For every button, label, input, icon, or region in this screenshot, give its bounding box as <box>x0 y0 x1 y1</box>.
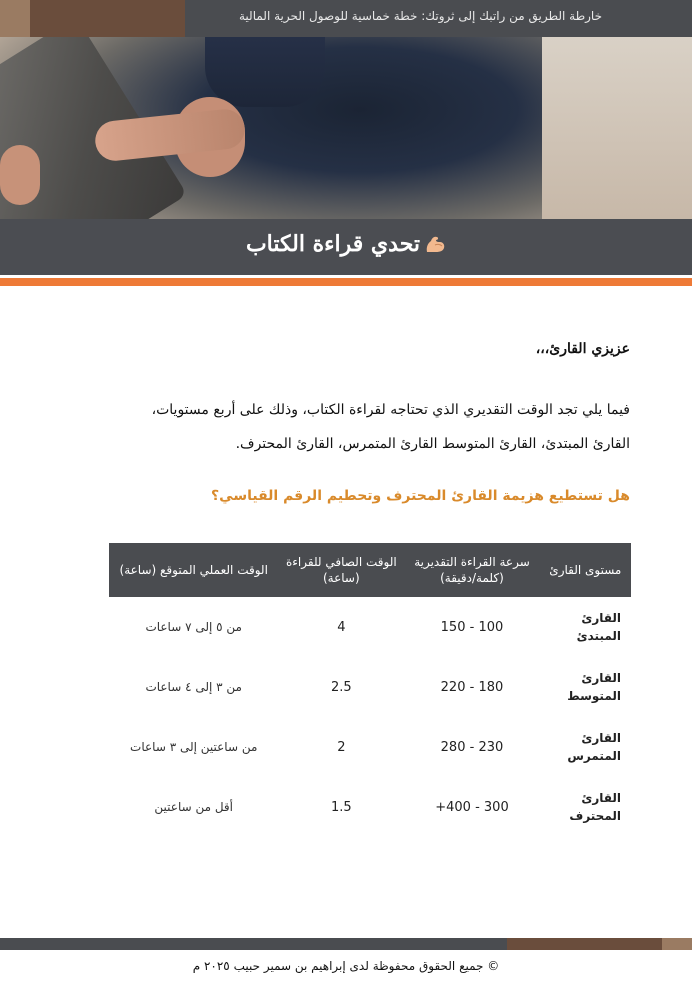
header-accent-brown <box>30 0 185 37</box>
intro-paragraph <box>70 393 630 461</box>
table-row <box>109 657 631 717</box>
hero-photo <box>0 37 692 219</box>
footer-accent-light <box>662 938 692 950</box>
top-header-strip <box>0 0 692 37</box>
hand-left <box>0 145 40 205</box>
hero-sleeve <box>205 37 325 107</box>
table-row <box>109 597 631 657</box>
copyright-notice: © جميع الحقوق محفوظة لدى إبراهيم بن سمير حبيب ٢٠٢٥ م <box>192 959 500 973</box>
net-time-cell: 2 <box>337 739 346 755</box>
level-cell <box>540 657 631 717</box>
table-header-row <box>109 543 631 597</box>
net-time-cell: 4 <box>337 619 346 635</box>
speed-cell: 300 - 400+ <box>435 799 509 815</box>
level-label: المتوسط <box>567 689 621 703</box>
reading-levels-table <box>109 543 631 837</box>
actual-time-cell: من ٥ إلى ٧ ساعات <box>145 620 242 634</box>
actual-time-cell: أقل من ساعتين <box>154 800 234 814</box>
level-label: القارئ <box>581 791 621 805</box>
header-net-time: الوقت الصافي للقراءة (ساعة) <box>278 543 404 597</box>
section-title-text: تحدي قراءة الكتاب <box>245 231 421 257</box>
footer-strip <box>0 938 692 950</box>
speed-cell: 230 - 280 <box>440 739 504 755</box>
orange-divider <box>0 278 692 286</box>
greeting: عزيزي القارئ،،، <box>535 341 630 357</box>
challenge-question: هل تستطيع هزيمة القارئ المحترف وتحطيم الرقم القياسي؟ <box>211 488 630 504</box>
net-time-cell: 2.5 <box>331 679 352 695</box>
hero-background-wall <box>542 37 692 219</box>
table-row <box>109 777 631 837</box>
level-label: القارئ <box>581 671 621 685</box>
intro-line-2: القارئ المبتدئ، القارئ المتوسط القارئ المتمرس، القارئ المحترف. <box>235 436 630 452</box>
level-label: المحترف <box>569 809 621 823</box>
table-row <box>109 717 631 777</box>
running-title: خارطة الطريق من راتبك إلى ثروتك: خطة خماسية للوصول الحرية المالية <box>239 9 602 23</box>
level-cell <box>540 597 631 657</box>
header-level: مستوى القارئ <box>540 543 631 597</box>
section-title <box>0 231 692 257</box>
level-cell <box>540 717 631 777</box>
actual-time-cell: من ساعتين إلى ٣ ساعات <box>130 740 258 754</box>
section-title-bar <box>0 219 692 275</box>
net-time-cell: 1.5 <box>331 799 352 815</box>
header-accent-light <box>0 0 30 37</box>
header-actual-time: الوقت العملي المتوقع (ساعة) <box>109 543 278 597</box>
flexed-biceps-icon <box>424 234 446 254</box>
level-cell <box>540 777 631 837</box>
level-label: المتمرس <box>567 749 621 763</box>
speed-cell: 180 - 220 <box>440 679 504 695</box>
speed-cell: 100 - 150 <box>440 619 504 635</box>
level-label: القارئ <box>581 731 621 745</box>
level-label: المبتدئ <box>576 629 621 643</box>
header-speed: سرعة القراءة التقديرية (كلمة/دقيقة) <box>404 543 539 597</box>
level-label: القارئ <box>581 611 621 625</box>
intro-line-1: فيما يلي تجد الوقت التقديري الذي تحتاجه لقراءة الكتاب، وذلك على أربع مستويات، <box>151 402 630 418</box>
footer-accent-brown <box>507 938 662 950</box>
actual-time-cell: من ٣ إلى ٤ ساعات <box>145 680 242 694</box>
